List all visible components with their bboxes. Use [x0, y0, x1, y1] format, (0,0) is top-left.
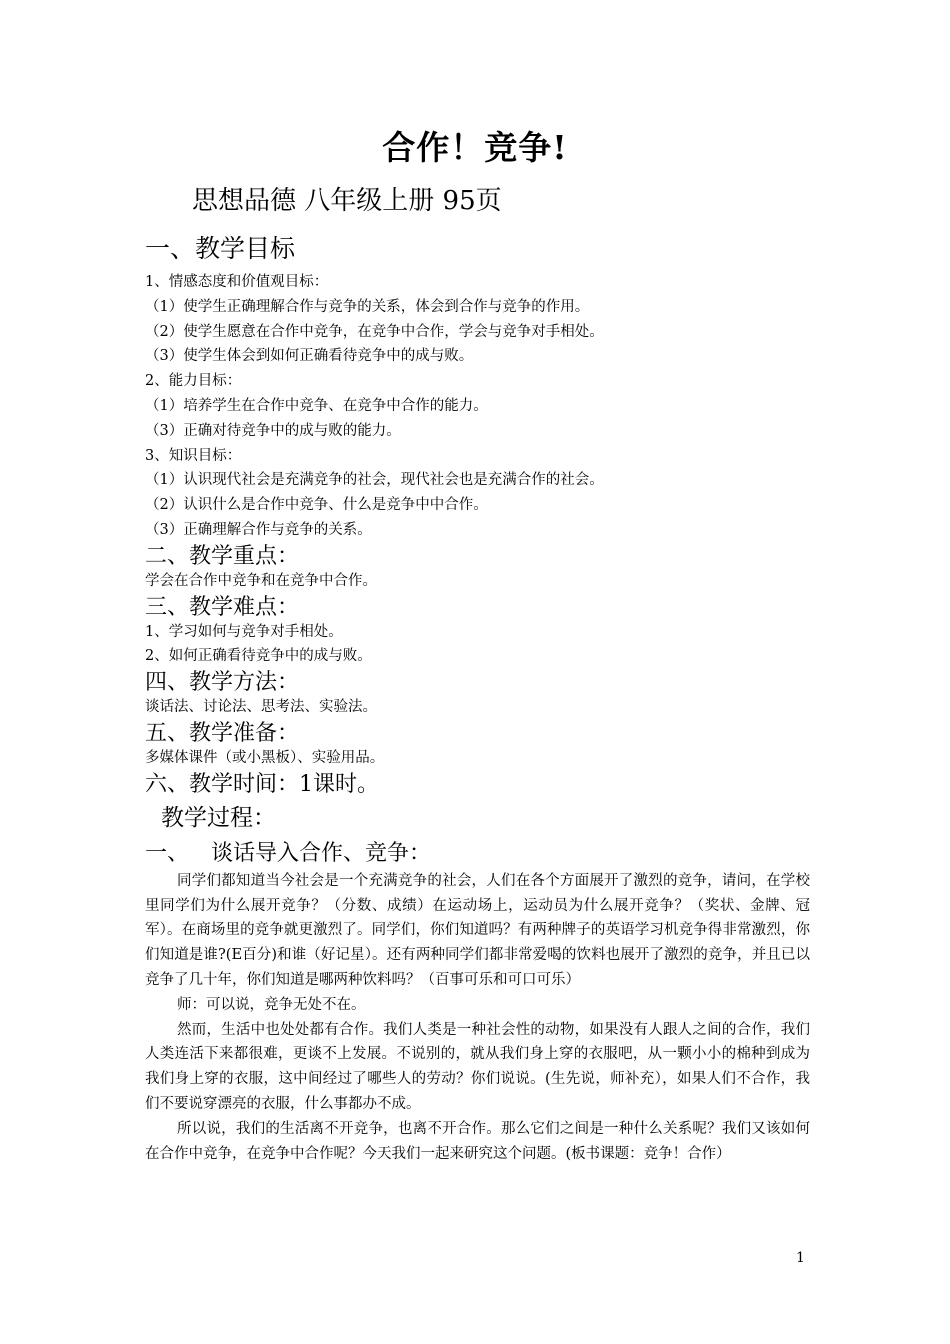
method-heading: 四、教学方法：	[145, 670, 300, 696]
body-paragraph: 所以说，我们的生活离不开竞争，也离不开合作。那么它们之间是一种什么关系呢？我们又该如何在合作中竞争，在竞争中合作呢？今天我们一起来研究这个问题。(板书课题：竞争！合作）	[145, 1120, 810, 1162]
goal3-item: （2）认识什么是合作中竞争、什么是竞争中中合作。	[145, 497, 488, 514]
key-text: 学会在合作中竞争和在竞争中合作。	[145, 572, 377, 589]
prep-heading: 五、教学准备：	[145, 720, 300, 746]
goal2-item: （1）培养学生在合作中竞争、在竞争中合作的能力。	[145, 397, 488, 414]
part1-title: 谈话导入合作、竞争：	[211, 840, 432, 866]
prep-text: 多媒体课件（或小黑板）、实验用品。	[145, 749, 385, 766]
body-paragraph: 同学们都知道当今社会是一个充满竞争的社会，人们在各个方面展开了激烈的竞争，请问，在学校里同学们为什么展开竞争？（分数、成绩）在运动场上，运动员为什么展开竞争？（奖状、金牌、冠军）。在商场里的竞争就更激烈了。同学们，你们知道吗？有两种牌子的英语学习机竞争得非常激烈，你们知道是谁?(E百分)和谁（好记星）。还有两种同学们都非常爱喝的饮料也展开了激烈的竞争，并且已以竞争了几十年，你们知道是哪两种饮料吗？（百事可乐和可口可乐）	[145, 872, 810, 988]
goal3-item: （1）认识现代社会是充满竞争的社会，现代社会也是充满合作的社会。	[145, 472, 604, 489]
process-heading: 教学过程：	[161, 804, 276, 831]
page-number: 1	[796, 1250, 805, 1266]
body-paragraph: 师：可以说，竞争无处不在。	[177, 996, 366, 1013]
goals-heading: 一、教学目标	[145, 234, 296, 263]
goal1-item: （3）使学生体会到如何正确看待竞争中的成与败。	[145, 348, 474, 365]
goal1-item: （1）使学生正确理解合作与竞争的关系，体会到合作与竞争的作用。	[145, 298, 590, 315]
part1-number: 一、	[145, 840, 190, 866]
goal1-heading: 1、情感态度和价值观目标：	[145, 274, 329, 290]
body-paragraph: 然而，生活中也处处都有合作。我们人类是一种社会性的动物，如果没有人跟人之间的合作，我们人类连活下来都很难，更谈不上发展。不说别的，就从我们身上穿的衣服吧，从一颗小小的棉种到成为我们身上穿的衣服，这中间经过了哪些人的劳动？你们说说。(生先说，师补充），如果人们不合作，我们不要说穿漂亮的衣服，什么事都办不成。	[145, 1021, 810, 1112]
document-subtitle: 思想品德 八年级上册 95页	[192, 186, 502, 216]
goal2-item: （3）正确对待竞争中的成与败的能力。	[145, 422, 401, 439]
goal2-heading: 2、能力目标：	[145, 373, 242, 390]
difficulty-item: 2、如何正确看待竞争中的成与败。	[145, 648, 372, 665]
goal1-item: （2）使学生愿意在合作中竞争，在竞争中合作，学会与竞争对手相处。	[145, 323, 604, 340]
goal3-item: （3）正确理解合作与竞争的关系。	[145, 521, 372, 538]
time-heading: 六、教学时间：1课时。	[145, 771, 379, 797]
method-text: 谈话法、讨论法、思考法、实验法。	[145, 699, 377, 716]
difficulty-heading: 三、教学难点：	[145, 594, 300, 620]
difficulty-item: 1、学习如何与竞争对手相处。	[145, 623, 343, 640]
document-title: 合作！竞争!	[382, 128, 568, 167]
key-heading: 二、教学重点：	[145, 543, 300, 569]
part1-heading	[145, 839, 810, 869]
document-body	[145, 228, 810, 1166]
goal3-heading: 3、知识目标：	[145, 447, 242, 464]
